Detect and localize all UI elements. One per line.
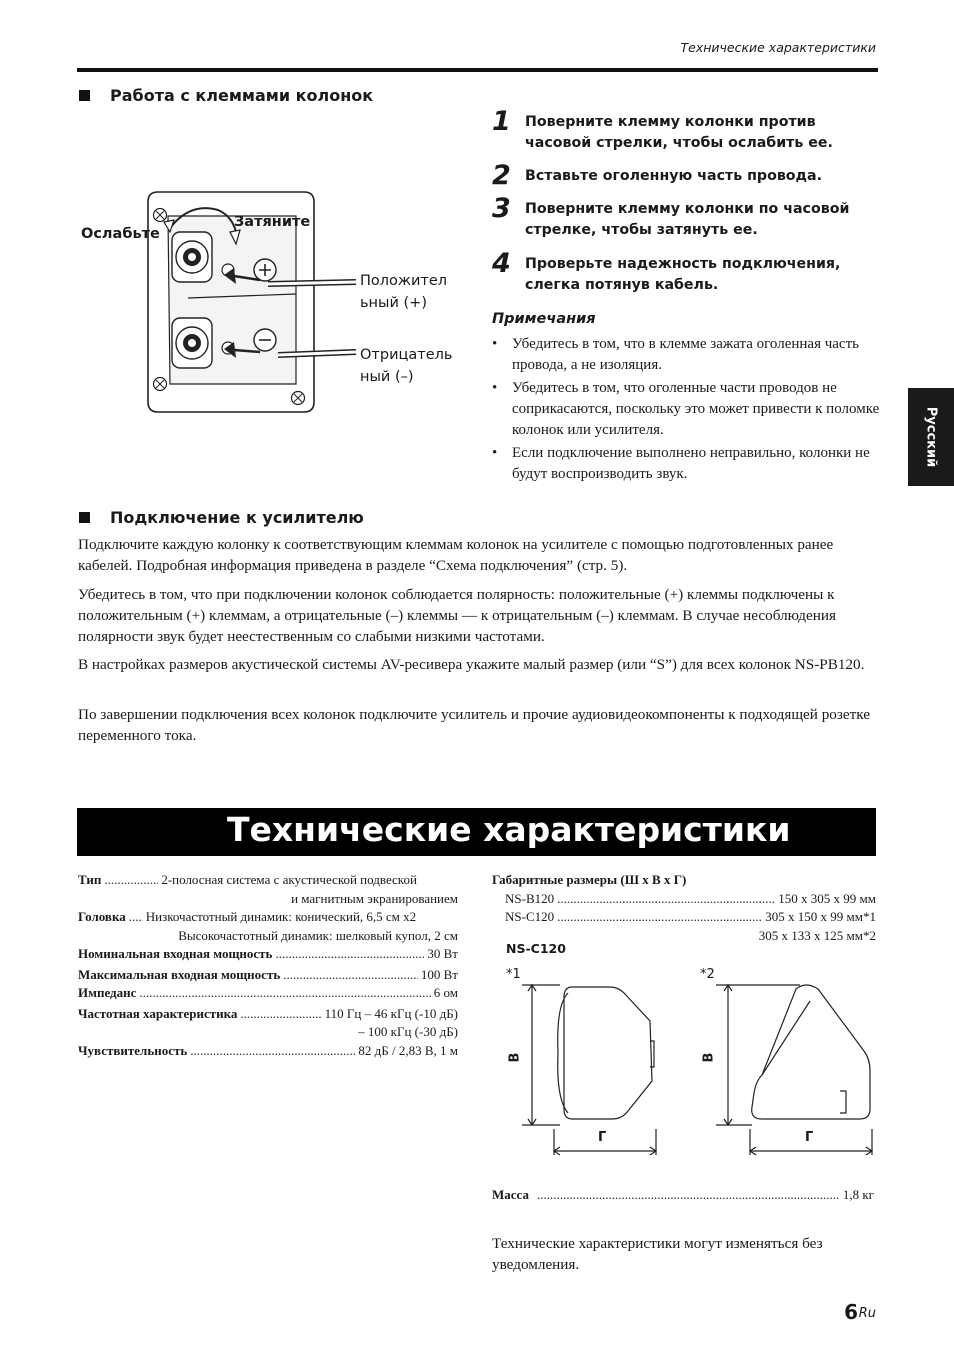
label-positive: Положител ьный (+) xyxy=(360,273,448,311)
note-item: • Если подключение выполнено неправильно, колонки не будут воспроизводить звук. xyxy=(492,443,882,485)
step-2 xyxy=(492,160,872,191)
square-bullet-icon xyxy=(79,512,90,523)
language-side-tab-label: Русский xyxy=(923,406,939,468)
page-language: Ru xyxy=(858,1306,876,1321)
paragraph: Подключите каждую колонку к соответствующим клеммам колонок на усилителе с помощью подготовленных ранее кабелей. Подробная информация приведена в разделе “Схема подключения” (стр. 5). xyxy=(78,536,834,574)
spec-c120-cont: 305 x 133 x 125 мм*2 xyxy=(758,927,876,943)
paragraph: В настройках размеров акустической системы AV-ресивера укажите малый размер (или “S”) для всех колонок NS-PB120. xyxy=(78,656,865,673)
language-side-tab xyxy=(908,388,954,486)
spec-nominal: Номинальная входная мощность ..... 30 Вт xyxy=(78,945,458,964)
model-title: NS-C120 xyxy=(506,941,566,956)
note-item: • Убедитесь в том, что в клемме зажата оголенная часть провода, а не изоляция. xyxy=(492,334,882,376)
specs-banner-title: Технические характеристики xyxy=(227,810,791,849)
spec-max: Максимальная входная мощность ..... 100 Вт xyxy=(78,966,458,985)
specs-left xyxy=(78,871,458,1060)
step-number: 4 xyxy=(492,248,511,279)
dimension-drawings-illustration xyxy=(500,975,880,1165)
notes-title: Примечания xyxy=(492,311,596,327)
paragraph: По завершении подключения всех колонок подключите усилитель и прочие аудиовидеокомпоненты к подходящей розетке переменного тока. xyxy=(78,706,870,744)
step-number: 2 xyxy=(492,160,511,191)
fig2-height-label: В xyxy=(701,1052,717,1063)
note-item: • Убедитесь в том, что оголенные части проводов не соприкасаются, поскольку это может привести к поломке колонок или усилителя. xyxy=(492,378,882,441)
spec-sensitivity: Чувствительность ..... 82 дБ / 2,83 В, 1 м xyxy=(78,1042,458,1061)
spec-type: Тип ..... 2-полосная система с акустической подвеской xyxy=(78,871,458,890)
step-text: Проверьте надежность подключения, слегка потянув кабель. xyxy=(525,256,841,293)
label-negative: Отрицатель ный (–) xyxy=(360,347,453,385)
paragraph: Убедитесь в том, что при подключении колонок соблюдается полярность: положительные (+) клеммы подключены к положительным (+) клеммам, а отрицательные (–) клеммы — к отрицательным (–) клеммам. В случае несоблюдения полярности звук будет неестественным со слабыми низкими частотами. xyxy=(78,586,836,645)
step-4 xyxy=(492,248,872,296)
specs-right xyxy=(492,871,876,945)
dimension-drawings xyxy=(500,975,880,1165)
spec-frequency: Частотная характеристика ..... 110 Гц – 46 кГц (-10 дБ) xyxy=(78,1005,458,1024)
section-title-terminals xyxy=(79,86,373,105)
label-tighten: Затяните xyxy=(234,214,311,230)
spec-head: Головка ..... Низкочастотный динамик: конический, 6,5 см x2 xyxy=(78,908,458,927)
section-title-text: Подключение к усилителю xyxy=(110,508,364,527)
fig1-mark: *1 xyxy=(506,967,521,982)
spec-c120: NS-C120 ..... 305 x 150 x 99 мм*1 xyxy=(492,908,876,927)
step-text: Поверните клемму колонки по часовой стрелке, чтобы затянуть ее. xyxy=(525,201,850,238)
spec-b120: NS-B120 ..... 150 x 305 x 99 мм xyxy=(492,890,876,909)
fig2-mark: *2 xyxy=(700,967,715,982)
spec-mass: Масса ..... 1,8 кг xyxy=(492,1186,874,1205)
fig1-height-label: В xyxy=(507,1052,523,1063)
page-number: 6 xyxy=(844,1300,858,1324)
notes-list xyxy=(492,334,882,487)
spec-dims-label: Габаритные размеры (Ш x В x Г) xyxy=(492,872,687,887)
specs-footnote: Технические характеристики могут изменяться без уведомления. xyxy=(492,1235,823,1273)
fig1-depth-label: Г xyxy=(598,1130,607,1145)
specs-banner xyxy=(77,808,876,856)
spec-type-cont: и магнитным экранированием xyxy=(291,890,458,906)
top-rule xyxy=(77,68,878,72)
square-bullet-icon xyxy=(79,90,90,101)
section-title-amplifier xyxy=(79,508,364,527)
step-text: Вставьте оголенную часть провода. xyxy=(525,168,822,184)
step-1 xyxy=(492,106,872,154)
running-title: Технические характеристики xyxy=(680,40,876,55)
step-number: 1 xyxy=(492,106,511,137)
step-3 xyxy=(492,193,872,241)
spec-impedance: Импеданс ..... 6 ом xyxy=(78,984,458,1003)
spec-head-cont: Высокочастотный динамик: шелковый купол, 2 см xyxy=(178,927,458,943)
fig2-depth-label: Г xyxy=(805,1130,814,1145)
spec-frequency-cont: – 100 кГц (-30 дБ) xyxy=(358,1024,458,1039)
section-title-text: Работа с клеммами колонок xyxy=(110,86,374,105)
label-loosen: Ослабьте xyxy=(81,226,160,242)
step-number: 3 xyxy=(492,193,511,224)
step-text: Поверните клемму колонки против часовой стрелки, чтобы ослабить ее. xyxy=(525,114,833,151)
